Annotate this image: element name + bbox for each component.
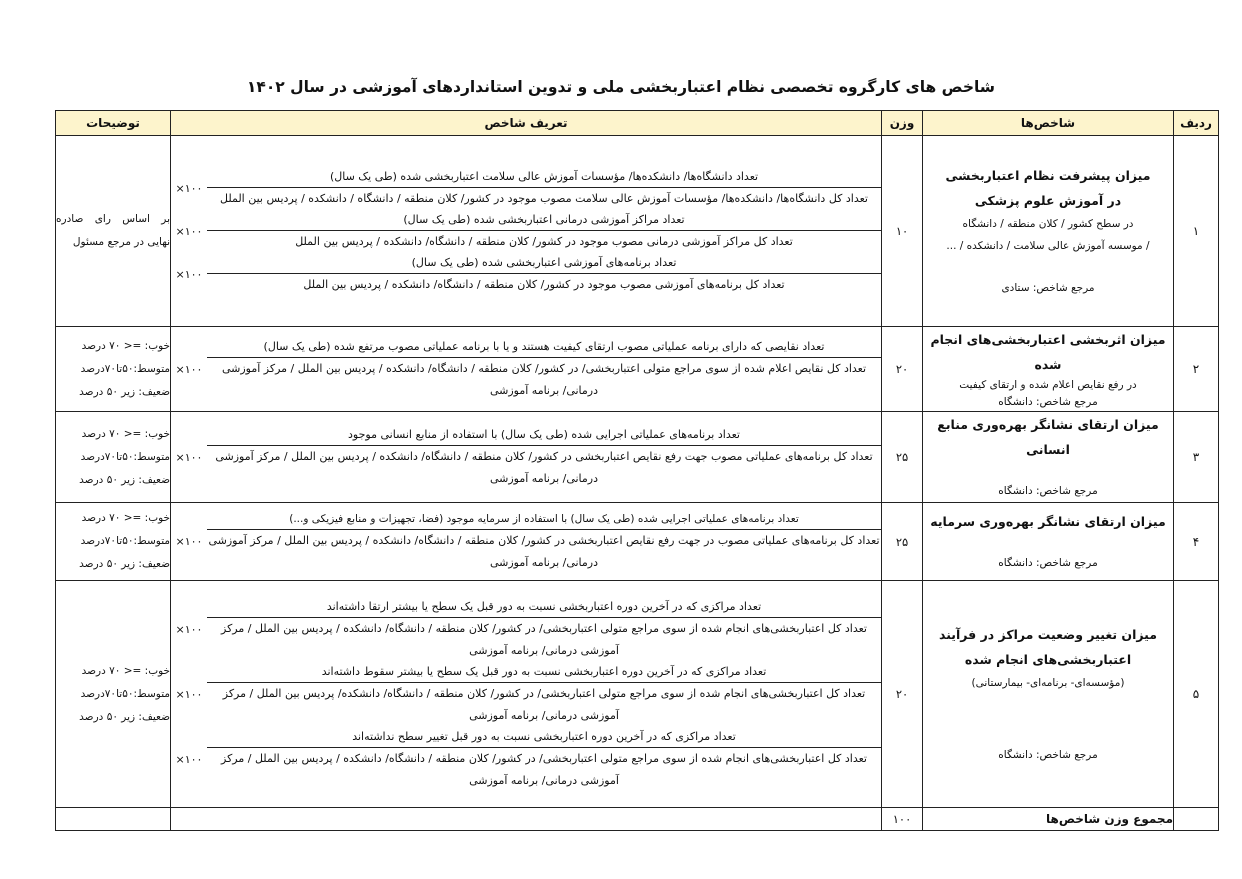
total-weight: ۱۰۰ — [882, 808, 923, 831]
fraction — [207, 210, 881, 253]
numerator: تعداد مراکزی که در آخرین دوره اعتباربخشی نسبت به دور قبل تغییر سطح نداشته‌اند — [352, 729, 736, 743]
note-line: ضعیف: زیر ۵۰ درصد — [79, 558, 170, 570]
multiplier: ×۱۰۰ — [175, 687, 203, 701]
note-line: بر اساس رای صادره نهایی در مرجع مسئول — [56, 213, 170, 248]
indicators-table — [55, 110, 1219, 831]
notes-cell — [56, 503, 171, 581]
empty-cell — [1174, 808, 1219, 831]
notes-cell — [56, 581, 171, 808]
indicator-name: میزان تغییر وضعیت مراکز در فرآیند — [938, 627, 1158, 642]
note-line: خوب: =< ۷۰ درصد — [81, 664, 170, 677]
indicator-scope: در سطح کشور / کلان منطقه / دانشگاه — [962, 218, 1134, 230]
header-shakhesha: شاخص‌ها — [923, 111, 1174, 136]
note-line: خوب: =< ۷۰ درصد — [81, 339, 170, 352]
total-row — [56, 808, 1219, 831]
indicator-cell — [923, 327, 1174, 412]
row-number: ۱ — [1174, 136, 1219, 327]
row-number: ۵ — [1174, 581, 1219, 808]
numerator: تعداد برنامه‌های آموزشی اعتباربخشی شده (طی یک سال) — [411, 255, 677, 269]
formula — [171, 210, 881, 253]
numerator: تعداد برنامه‌های عملیاتی اجرایی شده (طی یک سال) با استفاده از منابع انسانی موجود — [348, 427, 740, 441]
note-line: ضعیف: زیر ۵۰ درصد — [79, 710, 170, 723]
denominator: تعداد کل اعتباربخشی‌های انجام شده از سوی مراجع متولی اعتباربخشی/ در کشور/ کلان منطقه / دانشگاه/ دانشکده/ پردیس بین الملل / مرکز آموزشی درمانی/ برنامه آموزشی — [207, 682, 881, 727]
fraction — [207, 509, 881, 574]
fraction — [207, 253, 881, 296]
table-row — [56, 327, 1219, 412]
table-row — [56, 503, 1219, 581]
indicator-reference: مرجع شاخص: دانشگاه — [998, 557, 1098, 569]
total-label: مجموع وزن شاخص‌ها — [923, 808, 1174, 831]
note-line: ضعیف: زیر ۵۰ درصد — [79, 385, 170, 398]
indicator-reference: مرجع شاخص: ستادی — [1001, 282, 1095, 294]
weight-cell: ۲۰ — [882, 327, 923, 412]
indicator-reference: مرجع شاخص: دانشگاه — [998, 485, 1098, 497]
definition-cell — [171, 327, 882, 412]
formula — [171, 727, 881, 792]
multiplier: ×۱۰۰ — [175, 450, 203, 464]
weight-cell: ۲۵ — [882, 503, 923, 581]
note-line: متوسط:۵۰تا۷۰درصد — [80, 535, 170, 547]
note-line: خوب: =< ۷۰ درصد — [81, 512, 170, 524]
notes-cell — [56, 412, 171, 503]
fraction — [207, 662, 881, 727]
row-number: ۳ — [1174, 412, 1219, 503]
denominator: تعداد کل برنامه‌های عملیاتی مصوب جهت رفع نقایص اعتباربخشی در کشور/ کلان منطقه / دانشگاه/ دانشکده / پردیس بین الملل / مرکز آموزشی درمانی/ برنامه آموزشی — [207, 445, 881, 490]
formula — [171, 509, 881, 574]
indicator-name: در آموزش علوم پزشکی — [974, 193, 1122, 208]
note-line: متوسط:۵۰تا۷۰درصد — [80, 362, 170, 375]
numerator: تعداد مراکزی که در آخرین دوره اعتباربخشی نسبت به دور قبل یک سطح یا بیشتر سقوط داشته‌اند — [321, 664, 767, 678]
multiplier: ×۱۰۰ — [175, 181, 203, 195]
definition-cell — [171, 136, 882, 327]
indicator-scope: در رفع نقایص اعلام شده و ارتقای کیفیت — [959, 379, 1137, 391]
header-radif: ردیف — [1174, 111, 1219, 136]
numerator: تعداد مراکز آموزشی درمانی اعتباربخشی شده (طی یک سال) — [403, 212, 685, 226]
indicator-name: اعتباربخشی‌های انجام شده — [964, 652, 1132, 667]
fraction — [207, 167, 881, 210]
note-line: ضعیف: زیر ۵۰ درصد — [79, 473, 170, 486]
denominator: تعداد کل مراکز آموزشی درمانی مصوب موجود در کشور/ کلان منطقه / دانشگاه/ دانشکده / پردیس بین الملل — [207, 230, 881, 253]
indicator-cell — [923, 581, 1174, 808]
row-number: ۲ — [1174, 327, 1219, 412]
weight-cell: ۲۵ — [882, 412, 923, 503]
page-title: شاخص های کارگروه تخصصی نظام اعتباربخشی ملی و تدوین استانداردهای آموزشی در سال ۱۴۰۲ — [246, 78, 996, 96]
indicator-reference: مرجع شاخص: دانشگاه — [998, 749, 1098, 761]
denominator: تعداد کل برنامه‌های عملیاتی مصوب در جهت رفع نقایص اعتباربخشی در کشور/ کلان منطقه / دانشگاه/ دانشکده / پردیس بین الملل / مرکز آموزشی درمانی/ برنامه آموزشی — [207, 529, 881, 574]
notes-cell — [56, 327, 171, 412]
indicator-scope: (مؤسسه‌ای- برنامه‌ای- بیمارستانی) — [971, 677, 1125, 689]
table-row — [56, 136, 1219, 327]
formula — [171, 253, 881, 296]
fraction — [207, 425, 881, 490]
formula — [171, 167, 881, 210]
header-vazn: وزن — [882, 111, 923, 136]
formula — [171, 425, 881, 490]
multiplier: ×۱۰۰ — [175, 224, 203, 238]
numerator: تعداد برنامه‌های عملیاتی اجرایی شده (طی یک سال) با استفاده از سرمایه موجود (فضا، تجهیزات و منابع فیزیکی و...) — [289, 513, 799, 525]
denominator: تعداد کل دانشگاه‌ها/ دانشکده‌ها/ مؤسسات آموزش عالی سلامت مصوب موجود در کشور/ کلان منطقه / دانشگاه / دانشکده / پردیس بین الملل — [207, 187, 881, 210]
header-tozihat: توضیحات — [56, 111, 171, 136]
numerator: تعداد نقایصی که دارای برنامه عملیاتی مصوب ارتقای کیفیت هستند و یا با برنامه عملیاتی مصوب مرتفع شده (طی یک سال) — [263, 339, 825, 353]
table-row — [56, 412, 1219, 503]
fraction — [207, 337, 881, 402]
indicator-name: میزان ارتقای نشانگر بهره‌وری منابع انسانی — [937, 417, 1159, 457]
multiplier: ×۱۰۰ — [175, 362, 203, 376]
indicator-name: میزان ارتقای نشانگر بهره‌وری سرمایه — [930, 514, 1166, 529]
numerator: تعداد دانشگاه‌ها/ دانشکده‌ها/ مؤسسات آموزش عالی سلامت اعتباربخشی شده (طی یک سال) — [329, 169, 759, 183]
indicator-cell — [923, 136, 1174, 327]
numerator: تعداد مراکزی که در آخرین دوره اعتباربخشی نسبت به دور قبل یک سطح یا بیشتر ارتقا داشته‌اند — [326, 599, 762, 613]
notes-cell — [56, 136, 171, 327]
definition-cell — [171, 412, 882, 503]
multiplier: ×۱۰۰ — [175, 752, 203, 766]
indicator-name: میزان اثربخشی اعتباربخشی‌های انجام شده — [930, 332, 1166, 372]
multiplier: ×۱۰۰ — [175, 535, 203, 548]
indicator-scope: / موسسه آموزش عالی سلامت / دانشکده / ... — [946, 240, 1150, 252]
definition-cell — [171, 581, 882, 808]
formula — [171, 662, 881, 727]
header-row — [56, 111, 1219, 136]
row-number: ۴ — [1174, 503, 1219, 581]
denominator: تعداد کل نقایص اعلام شده از سوی مراجع متولی اعتباربخشی/ در کشور/ کلان منطقه / دانشگاه/ دانشکده / پردیس بین الملل / مرکز آموزشی درمانی/ برنامه آموزشی — [207, 357, 881, 402]
denominator: تعداد کل اعتباربخشی‌های انجام شده از سوی مراجع متولی اعتباربخشی/ در کشور/ کلان منطقه / دانشگاه/ دانشکده / پردیس بین الملل / مرکز آموزشی درمانی/ برنامه آموزشی — [207, 617, 881, 662]
weight-cell: ۲۰ — [882, 581, 923, 808]
table-row — [56, 581, 1219, 808]
weight-cell: ۱۰ — [882, 136, 923, 327]
formula — [171, 337, 881, 402]
definition-cell — [171, 503, 882, 581]
denominator: تعداد کل اعتباربخشی‌های انجام شده از سوی مراجع متولی اعتباربخشی/ در کشور/ کلان منطقه / دانشگاه/ دانشکده / پردیس بین الملل / مرکز آموزشی درمانی/ برنامه آموزشی — [207, 747, 881, 792]
note-line: خوب: =< ۷۰ درصد — [81, 427, 170, 440]
note-line: متوسط:۵۰تا۷۰درصد — [80, 450, 170, 463]
indicator-cell — [923, 412, 1174, 503]
indicator-name: میزان پیشرفت نظام اعتباربخشی — [945, 168, 1151, 183]
note-line: متوسط:۵۰تا۷۰درصد — [80, 687, 170, 700]
header-tarif: تعریف شاخص — [171, 111, 882, 136]
fraction — [207, 597, 881, 662]
multiplier: ×۱۰۰ — [175, 622, 203, 636]
empty-cell — [171, 808, 882, 831]
multiplier: ×۱۰۰ — [175, 267, 203, 281]
fraction — [207, 727, 881, 792]
empty-cell — [56, 808, 171, 831]
indicator-cell — [923, 503, 1174, 581]
formula — [171, 597, 881, 662]
denominator: تعداد کل برنامه‌های آموزشی مصوب موجود در کشور/ کلان منطقه / دانشگاه/ دانشکده / پردیس بین الملل — [207, 273, 881, 296]
indicator-reference: مرجع شاخص: دانشگاه — [998, 396, 1098, 408]
